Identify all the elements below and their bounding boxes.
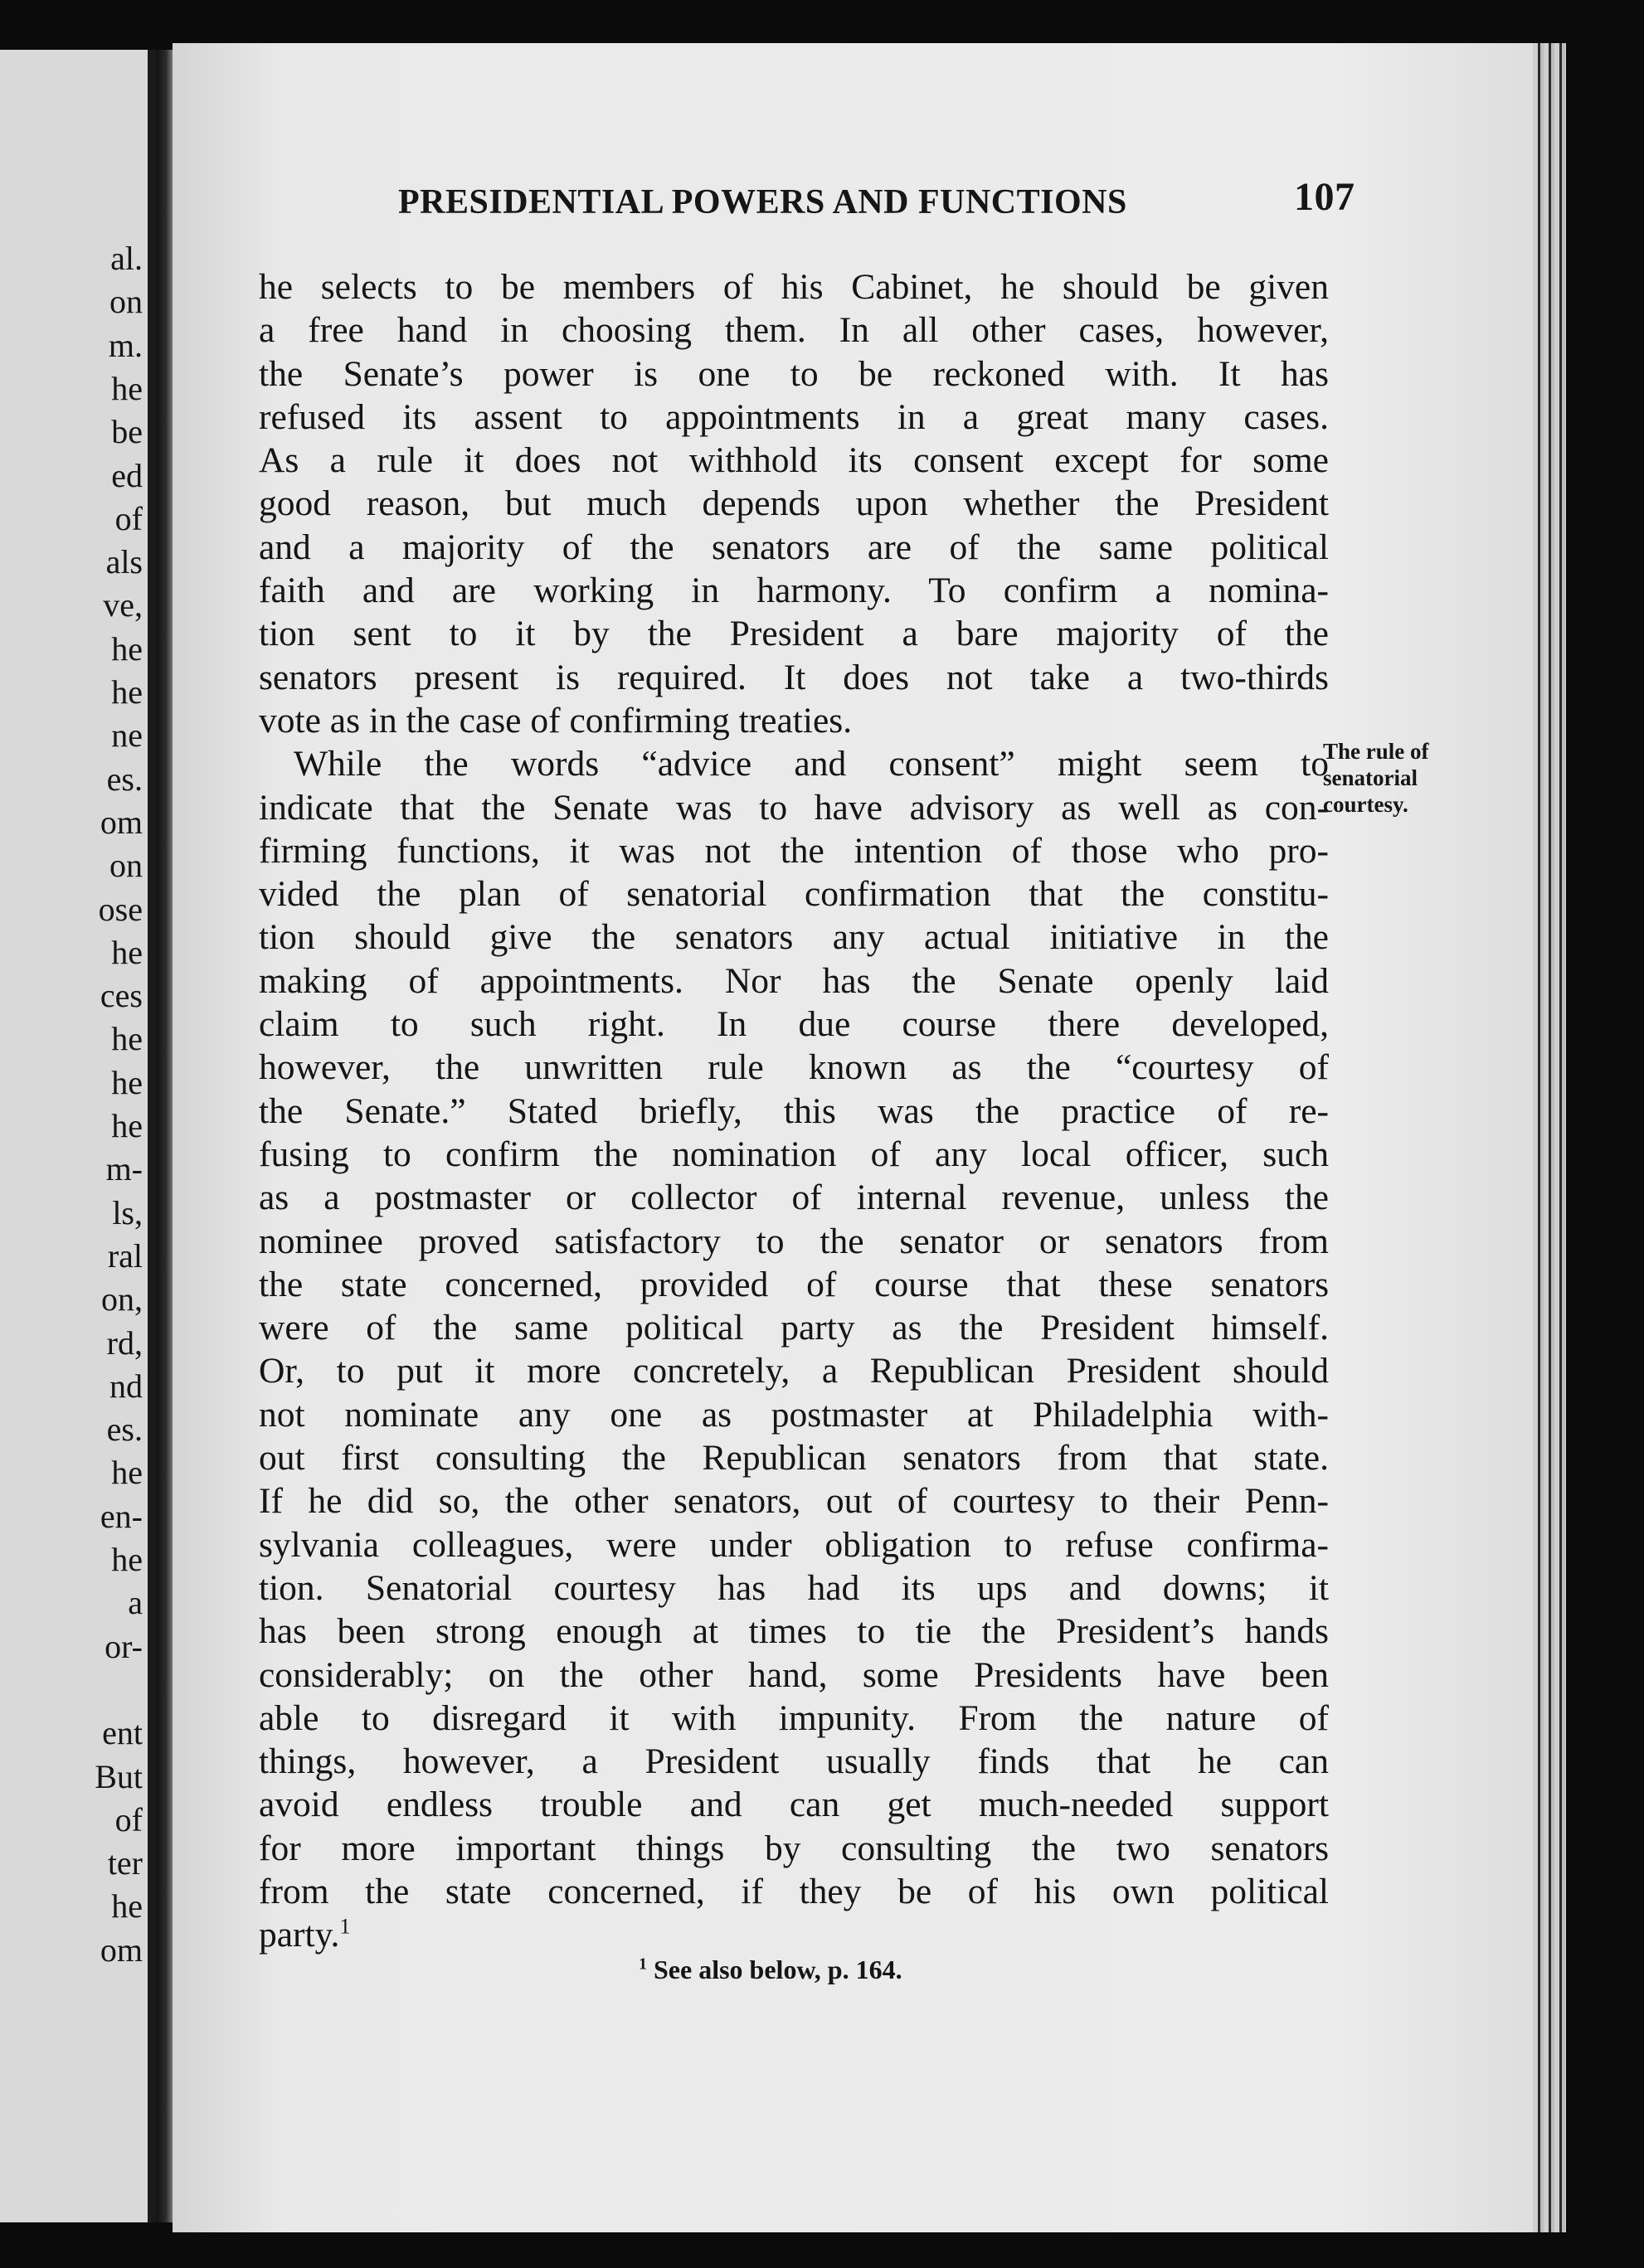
text-line: out first consulting the Republican senators from that state. [259,1438,1329,1479]
text-line: refused its assent to appointments in a great many cases. [259,396,1329,437]
left-page-fragment: he [111,369,143,407]
text-line: vote as in the case of confirming treaties. [259,700,853,741]
text-line: as a postmaster or collector of internal revenue, unless the [259,1178,1329,1218]
text-line: sylvania colleagues, were under obligation to refuse confirma- [259,1524,1329,1565]
left-page-fragment: a [128,1584,143,1622]
left-page-fragment: he [111,1063,143,1101]
left-page-fragment: of [114,499,143,537]
left-page-fragment: he [111,1020,143,1058]
text-line: the Senate’s power is one to be reckoned with. It has [259,353,1329,394]
left-page-fragment: om [100,803,143,841]
left-page-fragment: he [111,673,143,711]
running-head-title: PRESIDENTIAL POWERS AND FUNCTIONS [398,183,1127,221]
page-number: 107 [1294,175,1355,219]
text-line: tion should give the senators any actual initiative in the [259,917,1329,958]
left-page-fragment: ed [111,456,143,494]
left-page-fragment: es. [106,1411,143,1449]
text-line-content: party. [259,1915,340,1955]
previous-page-edge [0,50,156,2222]
body-text [259,265,1329,1957]
left-page-fragment: on [109,847,143,885]
text-line: considerably; on the other hand, some Presidents have been [259,1654,1329,1695]
left-page-fragment: al. [110,240,143,277]
left-page-fragment: ose [98,890,143,928]
margin-note [1323,738,1489,818]
text-line: firming functions, it was not the intention of those who pro- [259,830,1329,871]
margin-note-line: senatorial [1323,765,1418,790]
text-line: he selects to be members of his Cabinet, he should be given [259,267,1329,307]
text-line: vided the plan of senatorial confirmation that the constitu- [259,874,1329,915]
footnote [639,1955,902,1985]
text-line: tion. Senatorial courtesy has had its ups and downs; it [259,1567,1329,1608]
text-line: a free hand in choosing them. In all other cases, however, [259,310,1329,351]
left-page-fragment: he [111,1454,143,1492]
left-page-fragment: nd [109,1367,143,1405]
left-page-fragment: he [111,933,143,971]
left-page-fragment: m- [105,1150,143,1188]
text-line: things, however, a President usually finds that he can [259,1741,1329,1782]
left-page-fragment: ve, [103,586,143,624]
text-line: able to disregard it with impunity. From the nature of [259,1697,1329,1738]
text-line: As a rule it does not withhold its consent except for some [259,440,1329,481]
text-line: If he did so, the other senators, out of courtesy to their Penn- [259,1481,1329,1522]
text-line: good reason, but much depends upon whether the President [259,483,1329,524]
left-page-fragment: rd, [106,1323,143,1362]
text-line: avoid endless trouble and can get much-needed support [259,1785,1329,1825]
left-page-fragment: ls, [112,1193,143,1231]
left-page-fragment: ne [111,716,143,755]
text-line: the state concerned, provided of course that these senators [259,1264,1329,1304]
text-line: senators present is required. It does not take a two-thirds [259,657,1329,697]
left-page-fragment: he [111,1107,143,1144]
left-page-fragment: als [105,543,143,581]
text-line: nominee proved satisfactory to the senator or senators from [259,1221,1329,1261]
text-line: While the words “advice and consent” might seem to [294,744,1329,784]
left-page-fragment: m. [108,326,143,364]
text-line: were of the same political party as the President himself. [259,1308,1329,1348]
left-page-fragment: on, [101,1280,143,1319]
text-line: indicate that the Senate was to have advisory as well as con- [259,787,1329,828]
text-line: faith and are working in harmony. To confirm a nomina- [259,571,1329,611]
left-page-fragment: ces [100,977,143,1015]
text-line: not nominate any one as postmaster at Philadelphia with- [259,1394,1329,1435]
left-page-fragment: en- [100,1497,143,1535]
margin-note-line: courtesy. [1323,792,1408,817]
text-line: however, the unwritten rule known as the “courtesy of [259,1047,1329,1088]
left-page-fragment: on [109,283,143,321]
text-line: making of appointments. Nor has the Senate openly laid [259,960,1329,1001]
left-page-fragment: But [95,1757,143,1795]
left-page-fragment: he [111,629,143,668]
text-line: has been strong enough at times to tie the President’s hands [259,1611,1329,1652]
left-page-fragment: es. [106,760,143,798]
text-line: tion sent to it by the President a bare majority of the [259,614,1329,654]
footnote-reference: 1 [339,1914,351,1939]
left-page-fragment: or- [105,1627,143,1665]
text-line: claim to such right. In due course there developed, [259,1004,1329,1045]
page-stack-edge [1533,43,1566,2232]
scan-border-top [0,0,1644,43]
book-gutter [156,50,173,2222]
left-page-fragment: of [114,1800,143,1838]
footnote-marker: 1 [639,1955,647,1974]
text-line: from the state concerned, if they be of his own political [259,1871,1329,1911]
left-page-fragment: ent [102,1714,143,1752]
text-line: the Senate.” Stated briefly, this was the practice of re- [259,1090,1329,1131]
left-page-fragment: ral [107,1236,143,1275]
left-page-fragment: ter [107,1844,143,1882]
text-line: for more important things by consulting the two senators [259,1828,1329,1868]
text-line: Or, to put it more concretely, a Republican President should [259,1351,1329,1391]
text-line: fusing to confirm the nomination of any local officer, such [259,1134,1329,1174]
margin-note-line: The rule of [1323,739,1429,764]
left-page-fragment: be [111,413,143,451]
text-line: and a majority of the senators are of the same political [259,527,1329,567]
text-line [259,1913,1329,1956]
left-page-fragment: he [111,1541,143,1578]
left-page-fragment: he [111,1887,143,1926]
footnote-text: See also below, p. 164. [654,1955,902,1984]
left-page-fragment: om [100,1930,143,1969]
